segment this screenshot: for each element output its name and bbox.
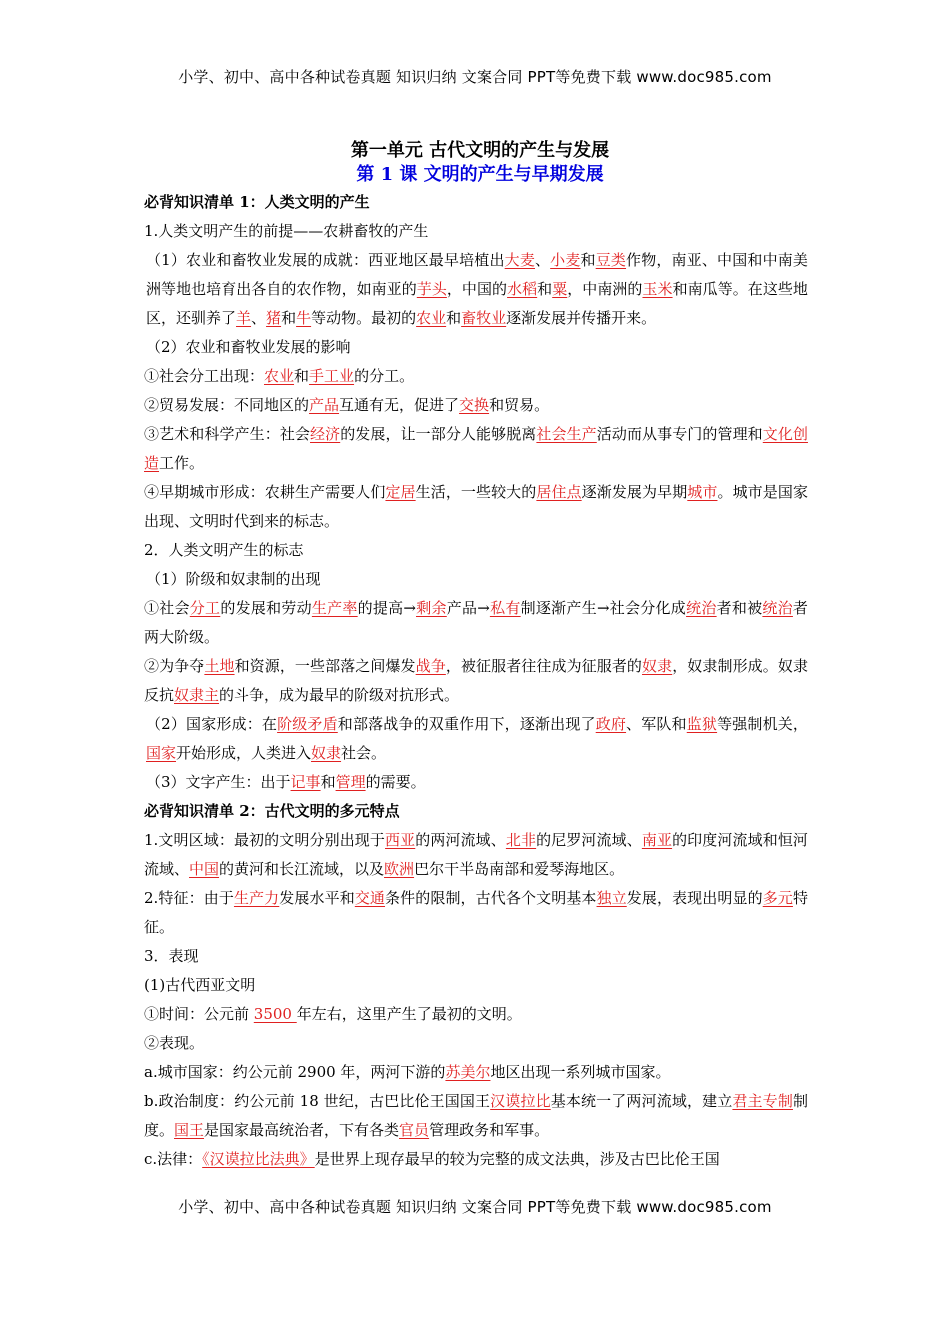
keyword-answer: 农业 [264, 367, 295, 385]
paragraph [144, 1145, 808, 1174]
paragraph [144, 536, 808, 565]
keyword-answer: 《汉谟拉比法典》 [202, 1150, 315, 1168]
keyword-answer: 西亚 [385, 831, 416, 849]
text-segment: 者和被 [716, 599, 763, 617]
text-segment: 制逐渐产生→社会分化成 [520, 599, 687, 617]
paragraph [144, 246, 808, 333]
keyword-answer: 生产率 [311, 599, 358, 617]
text-segment: ②为争夺 [144, 657, 205, 675]
text-segment: 、军队和 [626, 715, 687, 733]
keyword-answer: 交通 [354, 889, 386, 907]
paragraph [144, 768, 808, 797]
text-segment: （2）国家形成：在 [146, 715, 278, 733]
keyword-answer: 阶级矛盾 [277, 715, 338, 733]
unit-title: 第一单元 古代文明的产生与发展 [350, 140, 610, 161]
text-segment: 和 [580, 251, 596, 269]
keyword-answer: 豆类 [595, 251, 627, 269]
paragraph [144, 333, 808, 362]
text-segment: b.政治制度：约公元前 18 世纪，古巴比伦王国国王 [144, 1092, 491, 1110]
keyword-answer: 政府 [595, 715, 627, 733]
paragraph [144, 652, 808, 710]
text-segment: 条件的限制，古代各个文明基本 [385, 889, 597, 907]
keyword-answer: 经济 [310, 425, 341, 443]
text-segment: 活动而从事专门的管理和 [596, 425, 763, 443]
text-segment: 的发展和劳动 [220, 599, 312, 617]
paragraph [144, 971, 808, 1000]
paragraph [144, 884, 808, 942]
keyword-answer: 管理 [335, 773, 366, 791]
text-segment: 作物，南亚、中国和中南美洲等地也培育出各自的农作物，如南亚的 [146, 251, 808, 298]
keyword-answer: 土地 [204, 657, 235, 675]
text-segment: 必背知识清单 2：古代文明的多元特点 [144, 802, 400, 820]
keyword-answer: 奴隶 [311, 744, 342, 762]
keyword-answer: 产品 [309, 396, 340, 414]
text-segment: 和资源，一些部落之间爆发 [234, 657, 416, 675]
text-segment: 发展，表现出明显的 [626, 889, 763, 907]
paragraph [144, 942, 808, 971]
text-segment: ，被征服者往往成为征服者的 [445, 657, 643, 675]
text-segment: a.城市国家：约公元前 2900 年，两河下游的 [144, 1063, 446, 1081]
keyword-answer: 社会生产 [536, 425, 597, 443]
keyword-answer: 分工 [189, 599, 221, 617]
text-segment: 地区出现一系列城市国家。 [490, 1063, 671, 1081]
keyword-answer: 国家 [146, 744, 177, 762]
text-segment: 年左右，这里产生了最初的文明。 [296, 1005, 522, 1023]
keyword-answer: 小麦 [550, 251, 581, 269]
text-segment: 发展水平和 [279, 889, 355, 907]
text-segment: 是国家最高统治者，下有各类 [204, 1121, 400, 1139]
text-segment: 者两大阶级。 [144, 599, 808, 646]
text-segment: 的黄河和长江流域，以及 [219, 860, 385, 878]
text-segment: ，中南洲的 [567, 280, 643, 298]
keyword-answer: 统治 [762, 599, 793, 617]
text-segment: 的尼罗河流域、 [536, 831, 642, 849]
keyword-answer: 生产力 [233, 889, 280, 907]
keyword-answer: 北非 [505, 831, 537, 849]
paragraph [144, 362, 808, 391]
keyword-answer: 玉米 [642, 280, 673, 298]
page-header: 小学、初中、高中各种试卷真题 知识归纳 文案合同 PPT等免费下载 www.doc985.com [178, 68, 772, 86]
keyword-answer: 汉谟拉比 [490, 1092, 551, 1110]
lesson-title: 第 1 课 文明的产生与早期发展 [356, 164, 604, 185]
text-segment: 和南瓜等。在这些地区，还驯养了 [146, 280, 808, 327]
keyword-answer: 私有 [489, 599, 521, 617]
text-segment: 的提高→ [357, 599, 416, 617]
keyword-answer: 粟 [552, 280, 568, 298]
text-segment: 必背知识清单 1：人类文明的产生 [144, 193, 370, 211]
paragraph [144, 1058, 808, 1087]
text-segment: 的分工。 [354, 367, 415, 385]
paragraph [144, 710, 808, 768]
text-segment: 和 [446, 309, 462, 327]
keyword-answer: 苏美尔 [445, 1063, 491, 1081]
text-segment: ③艺术和科学产生：社会 [144, 425, 311, 443]
text-segment: 的两河流域、 [415, 831, 506, 849]
keyword-answer: 城市 [687, 483, 718, 501]
text-segment: 特征。 [144, 889, 808, 936]
text-segment: 等动物。最初的 [311, 309, 417, 327]
text-segment: 互通有无，促进了 [339, 396, 460, 414]
paragraph-list [144, 188, 808, 1174]
section-heading [144, 188, 808, 217]
text-segment: ①时间：公元前 [144, 1005, 254, 1023]
text-segment: 巴尔干半岛南部和爱琴海地区。 [414, 860, 625, 878]
keyword-answer: 监狱 [686, 715, 718, 733]
paragraph [144, 478, 808, 536]
paragraph [144, 420, 808, 478]
keyword-answer: 中国 [189, 860, 220, 878]
text-segment: (1)古代西亚文明 [144, 976, 256, 994]
text-segment: 是世界上现存最早的较为完整的成文法典，涉及古巴比伦王国 [314, 1150, 720, 1168]
paragraph [144, 1000, 808, 1029]
text-segment: 基本统一了两河流域，建立 [550, 1092, 733, 1110]
text-segment: ②贸易发展：不同地区的 [144, 396, 310, 414]
text-segment: 的需要。 [365, 773, 426, 791]
text-segment: ①社会分工出现： [144, 367, 265, 385]
keyword-answer: 手工业 [309, 367, 355, 385]
text-segment: 逐渐发展并传播开来。 [506, 309, 657, 327]
text-segment: （3）文字产生：出于 [146, 773, 291, 791]
keyword-answer: 芋头 [416, 280, 447, 298]
text-segment: （1）阶级和奴隶制的出现 [146, 570, 321, 588]
text-segment: 和 [320, 773, 336, 791]
text-segment: 1.文明区域：最初的文明分别出现于 [144, 831, 386, 849]
keyword-answer: 君主专制 [732, 1092, 793, 1110]
document-body [144, 140, 808, 1174]
text-segment: ②表现。 [144, 1034, 205, 1052]
text-segment: 和 [537, 280, 553, 298]
text-segment: 管理政务和军事。 [429, 1121, 550, 1139]
text-segment: 。城市是国家出现、文明时代到来的标志。 [144, 483, 808, 530]
keyword-answer: 猪 [266, 309, 282, 327]
text-segment: 的斗争，成为最早的阶级对抗形式。 [219, 686, 460, 704]
text-segment: 制度。 [144, 1092, 808, 1139]
text-segment: （2）农业和畜牧业发展的影响 [146, 338, 351, 356]
keyword-answer: 官员 [399, 1121, 430, 1139]
keyword-answer: 记事 [290, 773, 321, 791]
paragraph [144, 1029, 808, 1058]
text-segment: ④早期城市形成：农耕生产需要人们 [144, 483, 386, 501]
paragraph [144, 1087, 808, 1145]
text-segment: 社会。 [341, 744, 387, 762]
text-segment: 产品→ [446, 599, 490, 617]
keyword-answer: 定居 [385, 483, 416, 501]
section-heading [144, 797, 808, 826]
keyword-answer: 统治 [686, 599, 717, 617]
text-segment: 等强制机关， [717, 715, 808, 733]
paragraph [144, 217, 808, 246]
keyword-answer: 羊 [236, 309, 252, 327]
text-segment: 和部落战争的双重作用下，逐渐出现了 [337, 715, 596, 733]
text-segment: 和 [281, 309, 297, 327]
page-footer: 小学、初中、高中各种试卷真题 知识归纳 文案合同 PPT等免费下载 www.doc985.com [178, 1198, 772, 1216]
keyword-answer: 牛 [296, 309, 312, 327]
text-segment: 的印度河流域和恒河流域、 [144, 831, 808, 878]
keyword-answer: 战争 [415, 657, 446, 675]
text-segment: 、 [251, 309, 267, 327]
keyword-answer: 农业 [416, 309, 447, 327]
text-segment: 2．人类文明产生的标志 [144, 541, 304, 559]
paragraph [144, 594, 808, 652]
text-segment: 工作。 [159, 454, 205, 472]
text-segment: 和 [294, 367, 310, 385]
text-segment: ，中国的 [446, 280, 508, 298]
keyword-answer: 多元 [762, 889, 793, 907]
text-segment: （1）农业和畜牧业发展的成就：西亚地区最早培植出 [146, 251, 505, 269]
keyword-answer: 国王 [174, 1121, 205, 1139]
paragraph [144, 826, 808, 884]
keyword-answer: 居住点 [536, 483, 582, 501]
text-segment: 的发展，让一部分人能够脱离 [340, 425, 537, 443]
keyword-answer: 奴隶 [642, 657, 673, 675]
text-segment: 、 [535, 251, 551, 269]
paragraph [144, 565, 808, 594]
keyword-answer: 独立 [596, 889, 627, 907]
keyword-answer: 大麦 [504, 251, 535, 269]
keyword-answer: 3500 [253, 1005, 297, 1023]
keyword-answer: 交换 [459, 396, 490, 414]
text-segment: 开始形成，人类进入 [176, 744, 312, 762]
text-segment: 逐渐发展为早期 [581, 483, 688, 501]
text-segment: ，奴隶制形成。奴隶反抗 [144, 657, 808, 704]
keyword-answer: 欧洲 [384, 860, 415, 878]
keyword-answer: 南亚 [641, 831, 673, 849]
paragraph [144, 391, 808, 420]
text-segment: 2.特征：由于 [144, 889, 234, 907]
keyword-answer: 剩余 [416, 599, 447, 617]
keyword-answer: 畜牧业 [461, 309, 507, 327]
text-segment: 1.人类文明产生的前提——农耕畜牧的产生 [144, 222, 429, 240]
text-segment: ①社会 [144, 599, 190, 617]
keyword-answer: 奴隶主 [174, 686, 220, 704]
text-segment: 生活，一些较大的 [415, 483, 537, 501]
text-segment: c.法律： [144, 1150, 203, 1168]
text-segment: 3．表现 [144, 947, 199, 965]
keyword-answer: 文化创造 [144, 425, 808, 472]
keyword-answer: 水稻 [507, 280, 538, 298]
text-segment: 和贸易。 [489, 396, 550, 414]
